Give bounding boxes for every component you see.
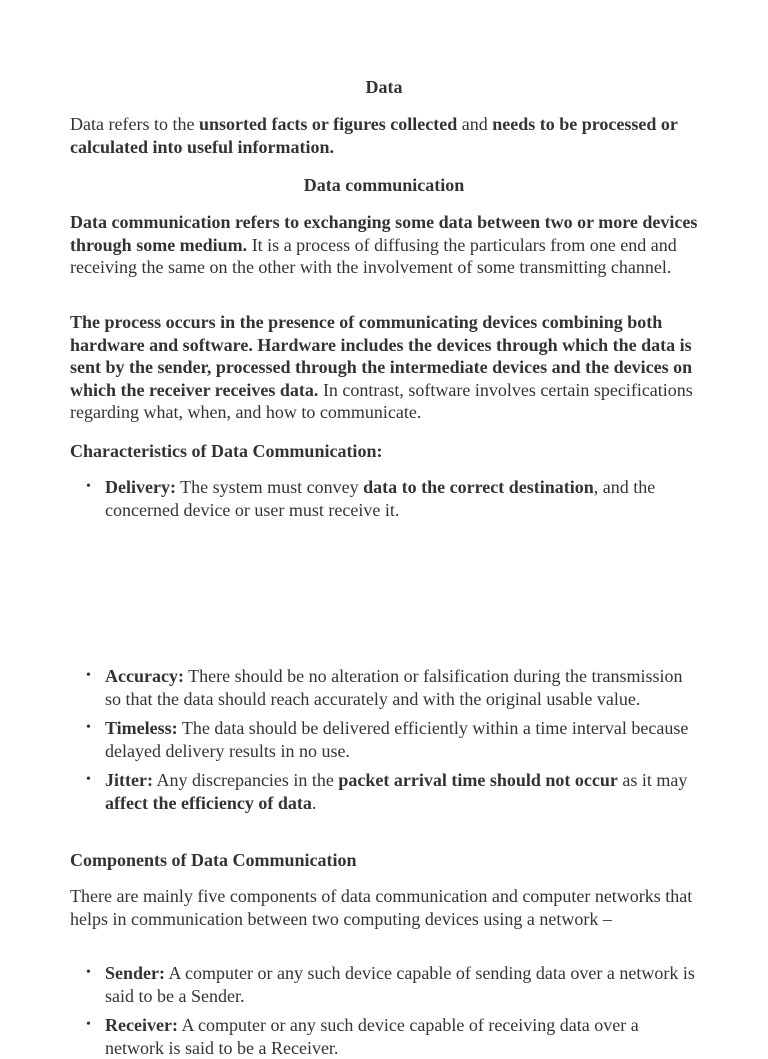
list-item: [70, 769, 698, 814]
text-run: .: [311, 792, 317, 813]
text-run: The data should be delivered efficiently within a time interval because delayed delivery results in no use.: [105, 718, 689, 761]
data-communication-definition: [70, 211, 698, 279]
list-item: [70, 962, 698, 1007]
text-run: Any discrepancies in the: [152, 770, 339, 790]
text-run: It is a process of diffusing the particulars from one end and receiving the same on the other with the involvement of some transmitting channel.: [70, 234, 677, 277]
text-run: The system must convey: [175, 477, 364, 497]
text-run: unsorted facts or figures collected: [198, 114, 458, 134]
list-item: [70, 665, 698, 710]
text-run: Data communication refers to exchanging some data between two or more devices through some medium.: [70, 212, 698, 255]
characteristics-heading: Characteristics of Data Communication:: [70, 441, 383, 461]
text-run: Jitter:: [105, 770, 153, 790]
page-title: Data: [365, 77, 403, 97]
list-item: [70, 717, 698, 762]
text-run: and: [457, 114, 493, 134]
text-run: A computer or any such device capable of receiving data over a network is said to be a Receiver.: [105, 1015, 639, 1058]
section-title-data-communication: Data communication: [303, 175, 465, 195]
process-paragraph: [70, 311, 698, 424]
text-run: The process occurs in the presence of communicating devices combining both hardware and software. Hardware includes the devices through which the data is sent by the sender, processed through the intermediate devices and the devices on which the receiver receives data.: [70, 312, 693, 400]
text-run: Delivery:: [105, 477, 176, 497]
characteristics-list-delivery: [70, 476, 698, 521]
text-run: needs to be processed or calculated into useful information.: [70, 114, 678, 157]
text-run: Accuracy:: [105, 666, 184, 686]
list-item: [70, 476, 698, 521]
text-run: Timeless:: [105, 718, 178, 738]
text-run: as it may: [617, 770, 688, 790]
text-run: There should be no alteration or falsification during the transmission so that the data should reach accurately and with the original usable value.: [105, 666, 683, 709]
text-run: packet arrival time should not occur: [338, 770, 618, 790]
characteristics-list: [70, 665, 698, 814]
components-heading: Components of Data Communication: [70, 850, 357, 870]
components-list: [70, 962, 698, 1059]
text-run: Receiver:: [105, 1015, 178, 1035]
text-run: A computer or any such device capable of sending data over a network is said to be a Sender.: [105, 963, 695, 1006]
text-run: , and the concerned device or user must receive it.: [105, 477, 656, 520]
components-intro: There are mainly five components of data communication and computer networks that helps in communication between two computing devices using a network –: [70, 886, 693, 929]
text-run: In contrast, software involves certain specifications regarding what, when, and how to communicate.: [70, 379, 693, 422]
list-item: [70, 1014, 698, 1059]
text-run: Sender:: [105, 963, 165, 983]
data-definition: [70, 113, 698, 158]
text-run: affect the efficiency of data: [105, 792, 312, 813]
text-run: data to the correct destination: [363, 477, 594, 497]
text-run: Data refers to the: [70, 114, 199, 134]
